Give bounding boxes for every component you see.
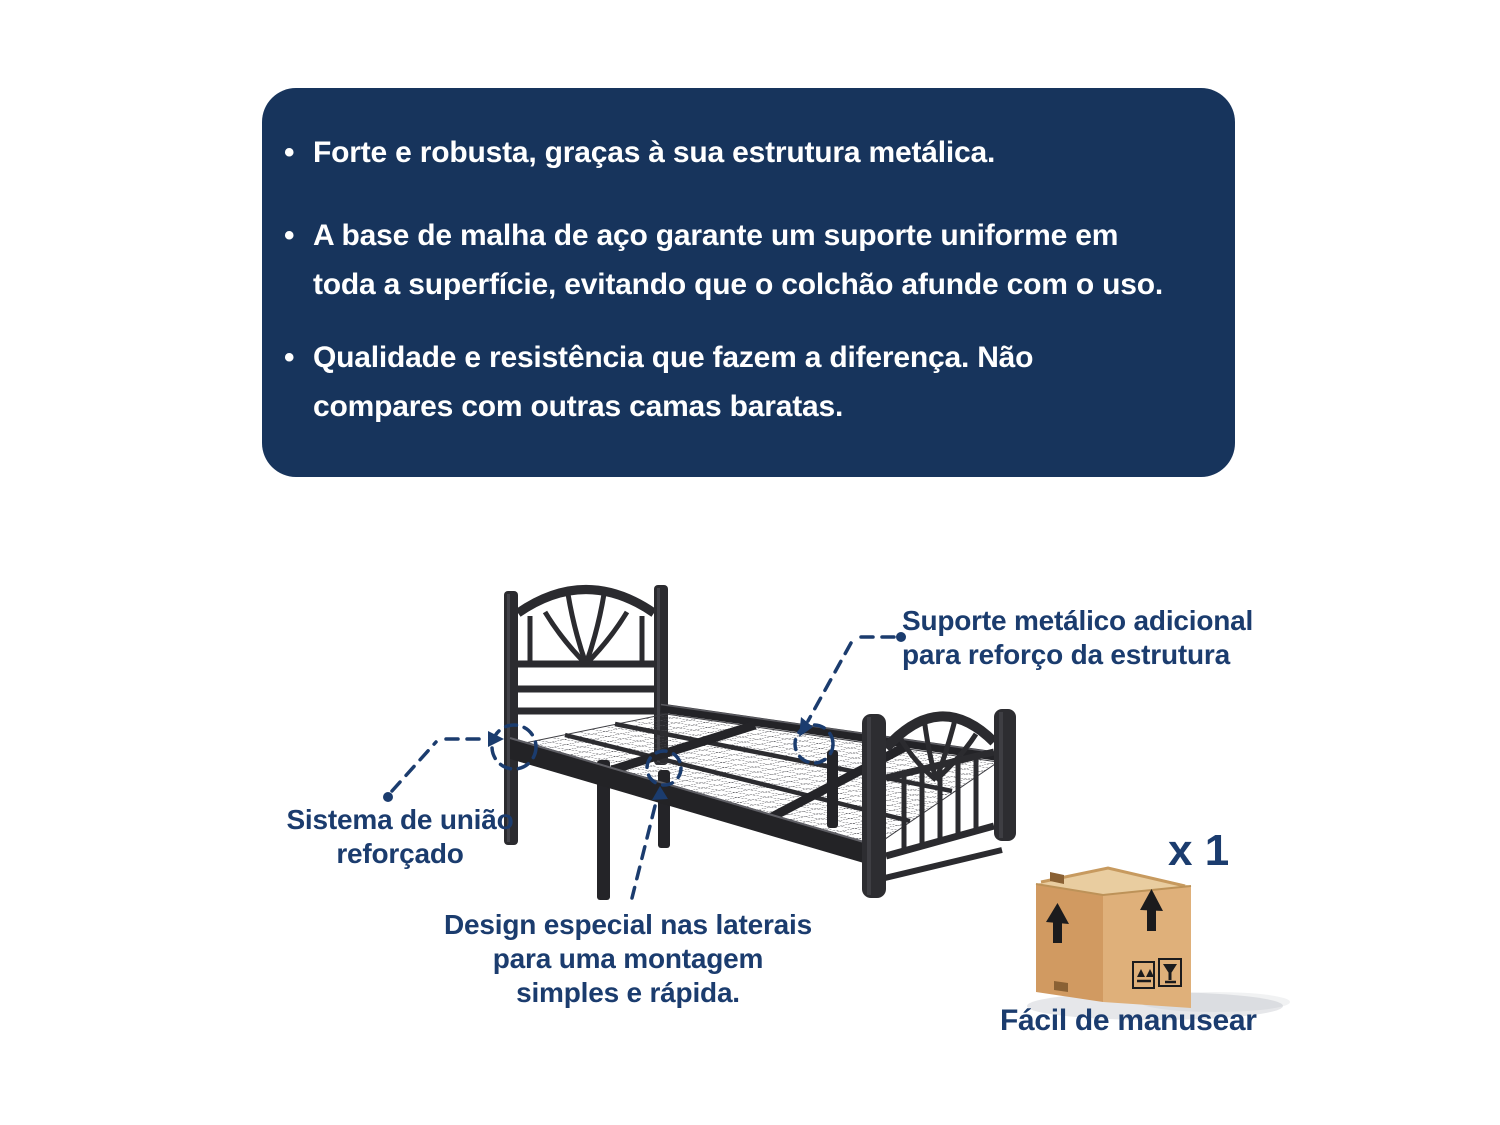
callout-design-label <box>438 908 818 1010</box>
feature-bullet-2-line-1: A base de malha de aço garante um suporte uniforme em <box>313 219 1119 252</box>
callout-union-line-2: reforçado <box>336 838 464 869</box>
box-left-face <box>1036 884 1103 1002</box>
box-caption: Fácil de manusear <box>1000 1004 1257 1037</box>
bullet-dot: • <box>284 219 295 252</box>
feature-bullet-1 <box>284 128 995 177</box>
callout-support-line-2: para reforço da estrutura <box>902 639 1230 670</box>
feature-bullet-3 <box>284 333 1033 431</box>
bullet-dot: • <box>284 341 295 374</box>
callout-design-line-1: Design especial nas laterais <box>444 909 812 940</box>
feature-bullet-1-line-1: Forte e robusta, graças à sua estrutura metálica. <box>313 136 996 169</box>
callout-support-label <box>902 604 1253 672</box>
shipping-box-illustration <box>1027 867 1290 1020</box>
bullet-dot: • <box>284 136 295 169</box>
callout-union-label <box>270 803 530 871</box>
callout-union-line-1: Sistema de união <box>286 804 514 835</box>
feature-bullet-3-line-1: Qualidade e resistência que fazem a diferença. Não <box>313 341 1034 374</box>
callout-design-line-2: para uma montagem <box>492 943 764 974</box>
callout-support-line-1: Suporte metálico adicional <box>902 605 1254 636</box>
box-quantity-label: x 1 <box>1168 826 1230 875</box>
feature-bullet-2 <box>284 211 1163 309</box>
feature-bullet-3-line-2: compares com outras camas baratas. <box>313 390 844 423</box>
bed-footboard <box>862 709 1016 898</box>
feature-bullet-2-line-2: toda a superfície, evitando que o colchão afunde com o uso. <box>313 268 1164 301</box>
callout-design-line-3: simples e rápida. <box>516 977 740 1008</box>
